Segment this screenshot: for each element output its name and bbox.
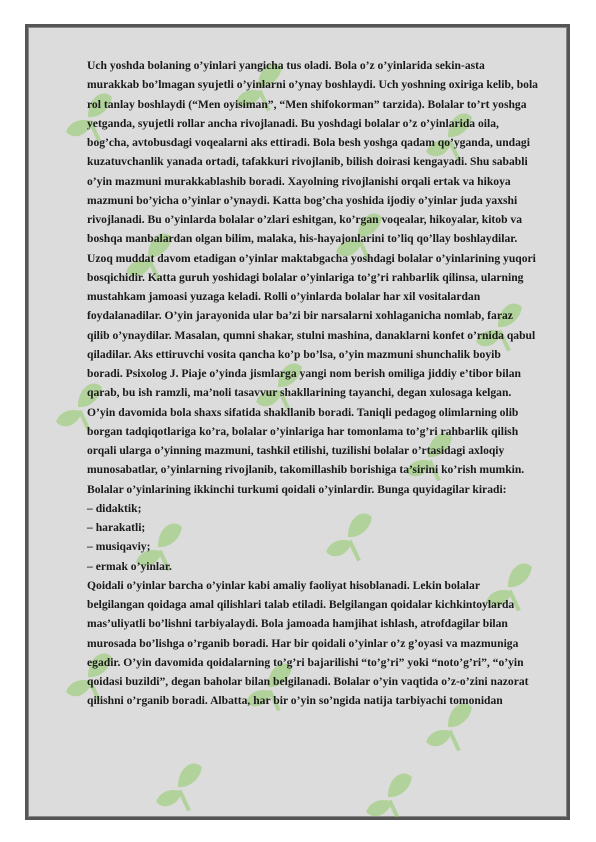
text-line: kuzatuvchanlik yanada ortadi, tafakkuri rivojlanib, bilish doirasi kengayadi. Shu sababli xyxy=(87,155,528,169)
text-line: belgilangan qoidaga amal qilishlari talab etiladi. Belgilangan qoidalar kichkintoylarda xyxy=(87,598,515,611)
text-line: munosabatlar, o’yinlarning rivojlanib, takomillashib borishiga ta’sirini ko’rish mumkin. xyxy=(87,463,525,477)
text-line: – ermak o’yinlar. xyxy=(87,559,172,573)
text-line: O’yin davomida bola shaxs sifatida shakllanib boradi. Taniqli pedagog olimlarning olib xyxy=(87,405,519,419)
text-line: Uch yoshda bolaning o’yinlari yangicha tus oladi. Bola o’z o’yinlarida sekin-asta xyxy=(87,59,485,72)
text-line: bog’cha, avtobusdagi voqealarni aks ettiradi. Bola besh yoshga qadam qo’yganda, undagi xyxy=(87,136,530,149)
text-line: bosqichidir. Katta guruh yoshidagi bolalar o’yinlariga to’g’ri rahbarlik qilinsa, ularning xyxy=(87,270,524,284)
text-line: Bolalar o’yinlarining ikkinchi turkumi qoidali o’yinlardir. Bunga quyidagilar kiradi: xyxy=(87,482,507,496)
text-line: murakkab bo’lmagan syujetli o’yinlarni o’ynay boshlaydi. Uch yoshning oxiriga kelib, bola xyxy=(87,78,538,92)
document-body xyxy=(87,56,575,711)
text-line: rivojlanadi. Bu o’yinlarda bolalar o’zlari eshitgan, ko’rgan voqealar, hikoyalar, kitob va xyxy=(87,213,523,226)
text-line: boradi. Psixolog J. Piaje o’yinda jismlarga yangi nom berish omiliga jiddiy e’tibor bilan xyxy=(87,367,521,380)
page-frame xyxy=(25,24,570,820)
text-line: o’yin mazmuni murakkablashib boradi. Xayolning rivojlanishi orqali ertak va hikoya xyxy=(87,174,511,188)
text-line: mustahkam jamoasi yuzaga keladi. Rolli o’yinlarda bolalar har xil vositalardan xyxy=(87,290,481,303)
text-line: orqali ularga o’yinning mazmuni, tashkil etilishi, tuzilishi bolalar o’rtasidagi axloqiy xyxy=(87,444,505,457)
text-line: – didaktik; xyxy=(87,501,142,515)
text-line: foydalanadilar. O’yin jarayonida ular ba’zi bir narsalarni xohlaganicha nomlab, faraz xyxy=(87,309,513,323)
text-line: mas’uliyatli bo’lishni tarbiyalaydi. Bola jamoada hamjihat ishlash, atrofdagilar bilan xyxy=(87,617,508,631)
text-line: egadir. O’yin davomida qoidalarning to’g’ri bajarilishi “to’g’ri” yoki “noto’g’ri”, “o’yin xyxy=(87,655,524,669)
text-line: yetganda, syujetli rollar ancha rivojlanadi. Bu yoshdagi bolalar o’z o’yinlarida oila, xyxy=(87,116,499,130)
text-line: – musiqaviy; xyxy=(87,540,151,554)
text-line: murosada bo’lishga o’rganib boradi. Har bir qoidali o’yinlar o’z g’oyasi va mazmuniga xyxy=(87,636,519,650)
text-line: qarab, bu ish ramzli, ma’noli tasavvur shakllarining tayanchi, degan xulosaga kelgan. xyxy=(87,386,512,400)
text-line: mazmuni bo’yicha o’yinlar o’ynaydi. Katta bog’cha yoshida ijodiy o’yinlar juda yaxshi xyxy=(87,193,518,207)
text-line: Uzoq muddat davom etadigan o’yinlar maktabgacha yoshdagi bolalar o’yinlarining yuqori xyxy=(87,251,536,265)
text-line: Qoidali o’yinlar barcha o’yinlar kabi amaliy faoliyat hisoblanadi. Lekin bolalar xyxy=(87,578,480,592)
text-line: qilishni o’rganib boradi. Albatta, har bir o’yin so’ngida natija tarbiyachi tomonidan xyxy=(87,694,503,708)
text-line: – harakatli; xyxy=(87,521,146,534)
text-line: rol tanlay boshlaydi (“Men oyisiman”, “Men shifokorman” tarzida). Bolalar to’rt yoshga xyxy=(87,97,527,111)
text-line: borgan tadqiqotlariga ko’ra, bolalar o’yinlariga har tomonlama to’g’ri rahbarlik qilish xyxy=(87,424,519,438)
text-line: qiladilar. Aks ettiruvchi vosita qancha ko’p bo’lsa, o’yin mazmuni shunchalik boyib xyxy=(87,347,501,361)
text-line: qoidasi buzildi”, degan baholar bilan belgilanadi. Bolalar o’yin vaqtida o’z-o’zini nazorat xyxy=(87,675,529,688)
text-line: qilib o’ynaydilar. Masalan, qumni shakar, stulni mashina, danaklarni konfet o’rnida qabul xyxy=(87,328,536,342)
text-line: boshqa manbalardan olgan bilim, malaka, his-hayajonlarini to’liq qo’llay boshlaydilar. xyxy=(87,232,518,246)
